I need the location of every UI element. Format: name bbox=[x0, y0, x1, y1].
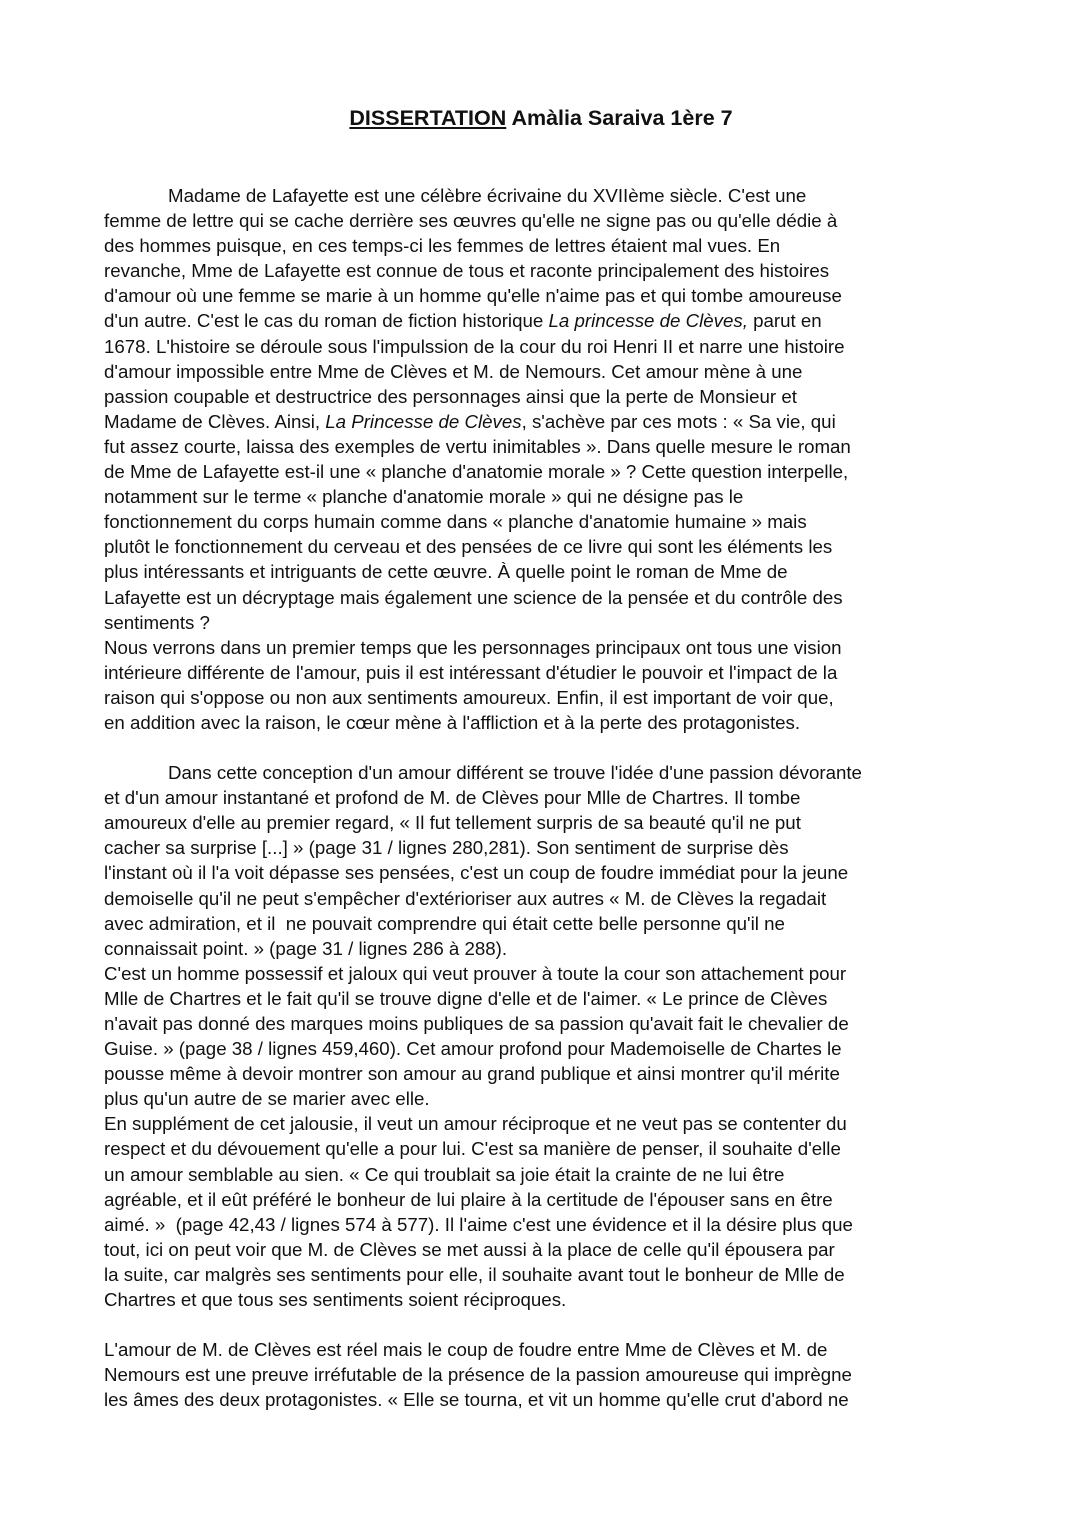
text-run: l'instant où il l'a voit dépasse ses pensées, c'est un coup de foudre immédiat pour la jeune bbox=[104, 862, 849, 884]
text-line bbox=[104, 835, 978, 860]
text-run: agréable, et il eût préféré le bonheur de lui plaire à la certitude de l'épouser sans en être bbox=[104, 1188, 833, 1210]
text-line bbox=[104, 509, 978, 534]
text-line bbox=[104, 1287, 978, 1312]
text-line bbox=[104, 986, 978, 1011]
text-line bbox=[104, 585, 978, 610]
text-line bbox=[104, 1187, 978, 1212]
text-run: sentiments ? bbox=[104, 611, 210, 633]
text-line bbox=[104, 1262, 978, 1287]
text-line bbox=[104, 785, 978, 810]
text-line bbox=[104, 308, 978, 333]
text-line bbox=[104, 961, 978, 986]
text-run: en addition avec la raison, le cœur mène à l'affliction et à la perte des protagonistes. bbox=[104, 711, 801, 733]
text-line bbox=[104, 886, 978, 911]
text-run: tout, ici on peut voir que M. de Clèves se met aussi à la place de celle qu'il épousera par bbox=[104, 1238, 835, 1260]
paragraph-spacer bbox=[104, 1312, 978, 1337]
text-run: respect et du dévouement qu'elle a pour lui. C'est sa manière de penser, il souhaite d'elle bbox=[104, 1138, 841, 1160]
paragraph bbox=[104, 1337, 978, 1412]
text-line bbox=[104, 283, 978, 308]
text-run: demoiselle qu'il ne peut s'empêcher d'extérioriser aux autres « M. de Clèves la regadait bbox=[104, 887, 827, 909]
text-run: d'amour impossible entre Mme de Clèves et M. de Nemours. Cet amour mène à une bbox=[104, 360, 803, 382]
text-line bbox=[104, 1362, 978, 1387]
text-line bbox=[104, 534, 978, 559]
text-line bbox=[104, 233, 978, 258]
text-run: aimé. » (page 42,43 / lignes 574 à 577). Il l'aime c'est une évidence et il la désire plus que bbox=[104, 1213, 853, 1235]
text-run: Madame de Clèves. Ainsi, bbox=[104, 410, 326, 432]
text-line bbox=[104, 760, 978, 785]
text-run: cacher sa surprise [...] » (page 31 / lignes 280,281). Son sentiment de surprise dès bbox=[104, 837, 789, 859]
text-run: connaissait point. » (page 31 / lignes 286 à 288). bbox=[104, 937, 508, 959]
text-run: n'avait pas donné des marques moins publiques de sa passion qu'avait fait le chevalier de bbox=[104, 1013, 849, 1034]
text-line bbox=[104, 484, 978, 509]
text-run: et d'un amour instantané et profond de M. de Clèves pour Mlle de Chartres. Il tombe bbox=[104, 787, 801, 809]
document-page bbox=[104, 103, 978, 1412]
text-run: plutôt le fonctionnement du cerveau et des pensées de ce livre qui sont les éléments les bbox=[104, 536, 833, 558]
text-run: En supplément de cet jalousie, il veut un amour réciproque et ne veut pas se contenter du bbox=[104, 1113, 847, 1135]
text-line bbox=[104, 685, 978, 710]
title-author-class: Amàlia Saraiva 1ère 7 bbox=[506, 106, 733, 130]
text-line bbox=[104, 1237, 978, 1262]
text-line bbox=[104, 660, 978, 685]
text-run: , s'achève par ces mots : « Sa vie, qui bbox=[521, 410, 836, 432]
text-run: raison qui s'oppose ou non aux sentiments amoureux. Enfin, il est important de voir que, bbox=[104, 686, 834, 708]
text-run: notamment sur le terme « planche d'anatomie morale » qui ne désigne pas le bbox=[104, 486, 744, 508]
text-line bbox=[104, 860, 978, 885]
paragraph bbox=[104, 183, 978, 635]
text-line bbox=[104, 1136, 978, 1161]
text-run: les âmes des deux protagonistes. « Elle se tourna, et vit un homme qu'elle crut d'abord ne bbox=[104, 1389, 849, 1411]
text-run: passion coupable et destructrice des personnages ainsi que la perte de Monsieur et bbox=[104, 385, 797, 407]
text-run: 1678. L'histoire se déroule sous l'impulssion de la cour du roi Henri II et narre une histoire bbox=[104, 335, 845, 357]
text-run: C'est un homme possessif et jaloux qui veut prouver à toute la cour son attachement pour bbox=[104, 962, 847, 984]
text-run: des hommes puisque, en ces temps-ci les femmes de lettres étaient mal vues. En bbox=[104, 235, 781, 257]
text-run: amoureux d'elle au premier regard, « Il fut tellement surpris de sa beauté qu'il ne put bbox=[104, 812, 801, 834]
text-line bbox=[104, 1162, 978, 1187]
text-line bbox=[104, 1111, 978, 1136]
text-run: Mlle de Chartres et le fait qu'il se trouve digne d'elle et de l'aimer. « Le prince de Clèves bbox=[104, 987, 828, 1009]
text-line bbox=[104, 1387, 978, 1412]
document-body bbox=[104, 183, 978, 1412]
text-run: avec admiration, et il ne pouvait comprendre qui était cette belle personne qu'il ne bbox=[104, 912, 785, 934]
paragraph bbox=[104, 635, 978, 735]
text-line bbox=[104, 936, 978, 961]
text-run: plus intéressants et intriguants de cette œuvre. À quelle point le roman de Mme de bbox=[104, 561, 788, 583]
text-line bbox=[104, 810, 978, 835]
text-line bbox=[104, 359, 978, 384]
book-title-italic: La Princesse de Clèves bbox=[325, 410, 522, 432]
text-line bbox=[104, 1337, 978, 1362]
text-run: fonctionnement du corps humain comme dans « planche d'anatomie humaine » mais bbox=[104, 511, 807, 533]
title-prefix: DISSERTATION bbox=[349, 106, 507, 130]
document-title bbox=[104, 103, 978, 133]
text-run: Madame de Lafayette est une célèbre écrivaine du XVIIème siècle. C'est une bbox=[168, 185, 807, 206]
text-run: femme de lettre qui se cache derrière ses œuvres qu'elle ne signe pas ou qu'elle dédie à bbox=[104, 210, 838, 232]
paragraph-spacer bbox=[104, 735, 978, 760]
text-line bbox=[104, 1086, 978, 1111]
text-run: Nous verrons dans un premier temps que les personnages principaux ont tous une vision bbox=[104, 636, 842, 658]
paragraph bbox=[104, 760, 978, 961]
book-title-italic: La princesse de Clèves, bbox=[548, 310, 748, 332]
text-run: pousse même à devoir montrer son amour au grand publique et ainsi montrer qu'il mérite bbox=[104, 1063, 840, 1085]
text-line bbox=[104, 183, 978, 208]
text-run: d'amour où une femme se marie à un homme qu'elle n'aime pas et qui tombe amoureuse bbox=[104, 285, 842, 307]
text-line bbox=[104, 610, 978, 635]
text-line bbox=[104, 1061, 978, 1086]
text-line bbox=[104, 258, 978, 283]
text-run: Lafayette est un décryptage mais également une science de la pensée et du contrôle des bbox=[104, 586, 843, 608]
text-run: d'un autre. C'est le cas du roman de fiction historique bbox=[104, 310, 549, 332]
text-run: de Mme de Lafayette est-il une « planche d'anatomie morale » ? Cette question interpelle, bbox=[104, 461, 849, 483]
text-run: fut assez courte, laissa des exemples de vertu inimitables ». Dans quelle mesure le roman bbox=[104, 435, 851, 457]
paragraph bbox=[104, 961, 978, 1112]
text-run: revanche, Mme de Lafayette est connue de tous et raconte principalement des histoires bbox=[104, 260, 830, 282]
text-line bbox=[104, 710, 978, 735]
text-run: Chartres et que tous ses sentiments soient réciproques. bbox=[104, 1289, 567, 1311]
text-run: Dans cette conception d'un amour différent se trouve l'idée d'une passion dévorante bbox=[168, 762, 862, 784]
text-line bbox=[104, 911, 978, 936]
text-run: Nemours est une preuve irréfutable de la présence de la passion amoureuse qui imprègne bbox=[104, 1364, 852, 1386]
text-line bbox=[104, 208, 978, 233]
text-line bbox=[104, 434, 978, 459]
text-run: intérieure différente de l'amour, puis il est intéressant d'étudier le pouvoir et l'impact de la bbox=[104, 661, 838, 683]
text-line bbox=[104, 635, 978, 660]
text-run: un amour semblable au sien. « Ce qui troublait sa joie était la crainte de ne lui être bbox=[104, 1163, 785, 1185]
text-line bbox=[104, 1212, 978, 1237]
text-line bbox=[104, 334, 978, 359]
text-line bbox=[104, 459, 978, 484]
text-line bbox=[104, 559, 978, 584]
paragraph bbox=[104, 1111, 978, 1312]
text-line bbox=[104, 409, 978, 434]
text-line bbox=[104, 384, 978, 409]
text-run: Guise. » (page 38 / lignes 459,460). Cet amour profond pour Mademoiselle de Chartes le bbox=[104, 1038, 842, 1060]
text-run: plus qu'un autre de se marier avec elle. bbox=[104, 1088, 430, 1110]
text-run: L'amour de M. de Clèves est réel mais le coup de foudre entre Mme de Clèves et M. de bbox=[104, 1339, 828, 1361]
text-line bbox=[104, 1011, 978, 1036]
text-line bbox=[104, 1036, 978, 1061]
text-run: la suite, car malgrès ses sentiments pour elle, il souhaite avant tout le bonheur de Mlle de bbox=[104, 1263, 845, 1285]
text-run: parut en bbox=[747, 310, 822, 332]
